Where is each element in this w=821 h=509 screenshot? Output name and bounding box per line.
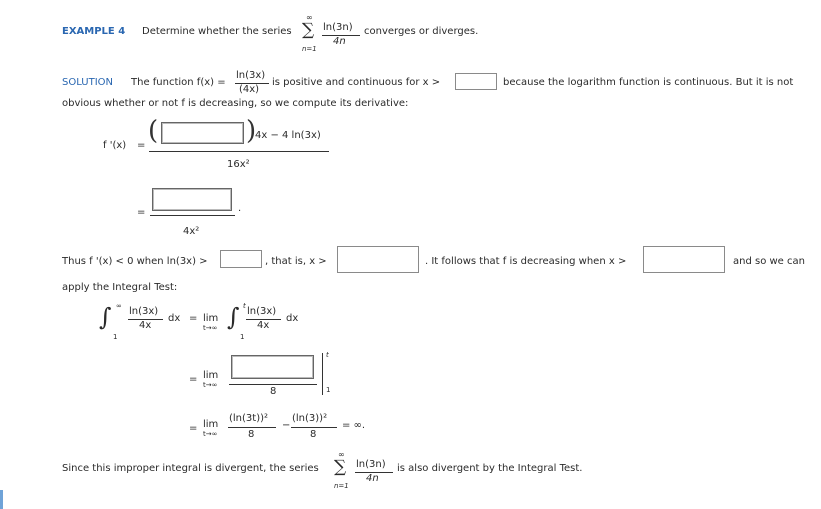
integrand-numerator: ln(3x) — [129, 306, 159, 317]
dx-label: dx — [286, 313, 299, 324]
thus-text-3: . It follows that f is decreasing when x > — [425, 256, 627, 267]
derivative-paren-input[interactable] — [161, 122, 244, 144]
integral-symbol: ∫ — [227, 303, 240, 331]
denominator-eight: 8 — [270, 386, 277, 397]
series-denominator: 4n — [333, 36, 346, 47]
limit-label: lim — [203, 370, 219, 381]
denominator-eight: 8 — [248, 429, 255, 440]
fraction-bar — [149, 151, 329, 152]
integral-result: = ∞. — [342, 420, 366, 431]
equals-sign: = — [137, 207, 146, 218]
derivative-simplified-input[interactable] — [152, 188, 232, 211]
sigma-upper-limit: ∞ — [306, 13, 313, 22]
period: . — [238, 203, 242, 214]
conclusion-text-1: Since this improper integral is divergent, the series — [62, 463, 319, 474]
function-denominator: (4x) — [239, 84, 260, 95]
fraction-bar — [229, 384, 317, 385]
minus-sign: − — [282, 420, 291, 431]
series-denominator: 4n — [366, 473, 379, 484]
solution-text-3: because the logarithm function is continuous. But it is not — [503, 77, 794, 88]
evaluation-bar — [322, 353, 323, 395]
right-paren: ) — [246, 116, 257, 146]
sigma-lower-limit: n=1 — [302, 45, 317, 53]
sigma-upper-limit: ∞ — [338, 450, 345, 459]
integrand-denominator: 4x — [139, 320, 152, 331]
example-intro-text: Determine whether the series — [142, 26, 292, 37]
fraction-bar — [150, 215, 235, 216]
limit-label: lim — [203, 419, 219, 430]
dx-label: dx — [168, 313, 181, 324]
thus-text-1: Thus f '(x) < 0 when ln(3x) > — [62, 256, 208, 267]
integral-lower-limit: 1 — [240, 333, 245, 341]
integral-lower-limit: 1 — [113, 333, 118, 341]
term1-numerator: (ln(3t))² — [229, 413, 269, 424]
sigma-lower-limit: n=1 — [334, 482, 349, 490]
equals-sign: = — [137, 140, 146, 151]
integrand-numerator: ln(3x) — [247, 306, 277, 317]
left-paren: ( — [148, 116, 159, 146]
thus-text-4: and so we can — [733, 256, 805, 267]
ln-threshold-input[interactable] — [220, 250, 262, 268]
sigma-symbol: ∑ — [334, 457, 347, 477]
fraction-bar — [291, 427, 337, 428]
equals-sign: = — [189, 313, 198, 324]
conclusion-text-2: is also divergent by the Integral Test. — [397, 463, 583, 474]
integral-upper-limit-t: t — [243, 302, 246, 310]
derivative-denominator-1: 16x² — [227, 159, 250, 170]
equals-sign: = — [189, 374, 198, 385]
example-label: EXAMPLE 4 — [62, 26, 126, 37]
fraction-bar — [228, 427, 276, 428]
derivative-lhs: f '(x) — [103, 140, 127, 151]
function-numerator: ln(3x) — [236, 70, 266, 81]
x-decreasing-input[interactable] — [643, 246, 725, 273]
denominator-eight: 8 — [310, 429, 317, 440]
integrand-denominator: 4x — [257, 320, 270, 331]
x-gt-continuous-input[interactable] — [455, 73, 497, 90]
solution-text-4: obvious whether or not f is decreasing, so we compute its derivative: — [62, 98, 409, 109]
evaluation-upper-t: t — [326, 351, 329, 359]
limit-subscript: t→∞ — [203, 324, 218, 332]
limit-subscript: t→∞ — [203, 381, 218, 389]
term2-numerator: (ln(3))² — [292, 413, 328, 424]
evaluation-lower-1: 1 — [326, 386, 331, 394]
derivative-denominator-2: 4x² — [183, 226, 200, 237]
solution-text-2: is positive and continuous for x > — [272, 77, 441, 88]
series-numerator: ln(3n) — [323, 22, 353, 33]
integral-upper-limit: ∞ — [116, 302, 122, 310]
limit-subscript: t→∞ — [203, 430, 218, 438]
solution-text-1: The function f(x) = — [131, 77, 226, 88]
solution-label: SOLUTION — [62, 77, 114, 88]
limit-label: lim — [203, 313, 219, 324]
derivative-numerator-tail: 4x − 4 ln(3x) — [255, 130, 321, 141]
equals-sign: = — [189, 423, 198, 434]
series-numerator: ln(3n) — [356, 459, 386, 470]
thus-text-2: , that is, x > — [265, 256, 327, 267]
sigma-symbol: ∑ — [302, 20, 315, 40]
x-threshold-input[interactable] — [337, 246, 419, 273]
integral-test-intro: apply the Integral Test: — [62, 282, 178, 293]
integral-symbol: ∫ — [99, 303, 112, 331]
example-outro-text: converges or diverges. — [364, 26, 479, 37]
scroll-indicator — [0, 490, 3, 509]
antiderivative-input[interactable] — [231, 355, 314, 379]
